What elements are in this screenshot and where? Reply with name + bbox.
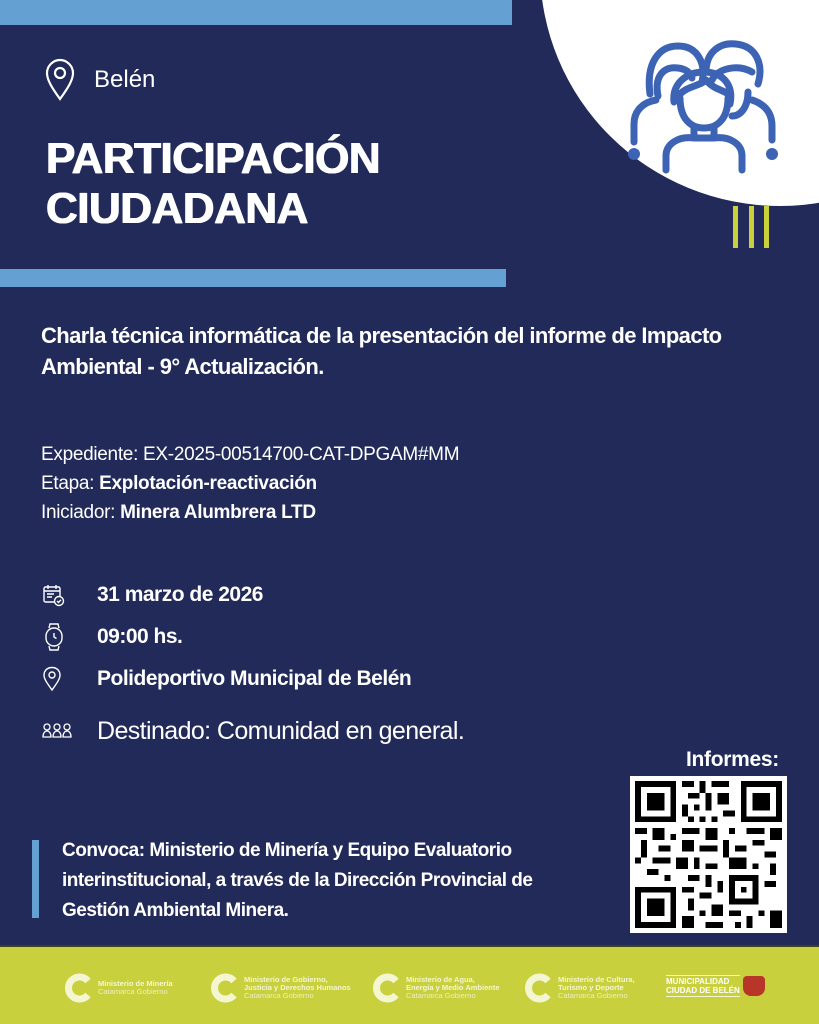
title-line-2: CIUDADANA — [46, 184, 308, 233]
event-date-text: 31 marzo de 2026 — [97, 583, 263, 606]
footer-logos — [0, 945, 819, 1024]
map-pin-icon — [42, 666, 62, 692]
top-accent-bar — [0, 0, 512, 25]
qr-code-icon — [635, 781, 782, 928]
etapa-label: Etapa: — [41, 473, 95, 494]
event-subtitle: Charla técnica informática de la presentación del informe de Impacto Ambiental - 9° Actualización. — [41, 323, 722, 379]
event-place — [42, 658, 464, 700]
event-time-text: 09:00 hs. — [97, 625, 183, 648]
decorative-lines — [733, 206, 773, 248]
event-audience-text: Destinado: Comunidad en general. — [97, 716, 465, 745]
expediente-label: Expediente: — [41, 444, 139, 465]
people-group-icon — [628, 24, 780, 174]
catamarca-c-logo-icon — [64, 973, 94, 1003]
event-audience — [42, 710, 464, 752]
logo-ministerio-agua: Ministerio de Agua, Energía y Medio Ambiente Catamarca Gobierno — [372, 973, 500, 1003]
catamarca-c-logo-icon — [372, 973, 402, 1003]
location-header — [44, 58, 155, 102]
event-time — [42, 616, 464, 658]
page-title — [46, 134, 380, 234]
event-place-text: Polideportivo Municipal de Belén — [97, 667, 412, 690]
catamarca-c-logo-icon — [524, 973, 554, 1003]
iniciador-label: Iniciador: — [41, 502, 116, 523]
event-info-list — [42, 574, 464, 752]
iniciador-row — [41, 498, 459, 527]
event-date — [42, 574, 464, 616]
watch-icon — [42, 623, 66, 651]
logo-ministerio-mineria: Ministerio de Minería Catamarca Gobierno — [64, 973, 173, 1003]
informes-label: Informes: — [686, 748, 779, 771]
clay-pot-icon — [743, 976, 765, 996]
calendar-check-icon — [42, 583, 66, 607]
logo-municipalidad-belen: MUNICIPALIDAD CIUDAD DE BELÉN — [666, 975, 765, 997]
project-details — [41, 440, 459, 527]
location-label: Belén — [94, 66, 156, 93]
catamarca-c-logo-icon — [210, 973, 240, 1003]
logo-ministerio-gobierno: Ministerio de Gobierno, Justicia y Derechos Humanos Catamarca Gobierno — [210, 973, 351, 1003]
map-pin-icon — [44, 58, 76, 102]
convoca-accent-bar — [32, 840, 39, 918]
etapa-row — [41, 469, 459, 498]
convoca-text: Convoca: Ministerio de Minería y Equipo Evaluatorio interinstitucional, a través de la Dirección Provincial de Gestión Ambiental Minera. — [62, 840, 533, 921]
iniciador-value: Minera Alumbrera LTD — [120, 502, 316, 523]
people-icon — [42, 723, 72, 739]
title-line-1: PARTICIPACIÓN — [46, 134, 381, 183]
logo-ministerio-cultura: Ministerio de Cultura, Turismo y Deporte Catamarca Gobierno — [524, 973, 635, 1003]
mid-accent-bar — [0, 269, 506, 287]
etapa-value: Explotación-reactivación — [99, 473, 317, 494]
expediente-row — [41, 440, 459, 469]
expediente-value: EX-2025-00514700-CAT-DPGAM#MM — [143, 444, 460, 465]
qr-code[interactable] — [630, 776, 787, 933]
